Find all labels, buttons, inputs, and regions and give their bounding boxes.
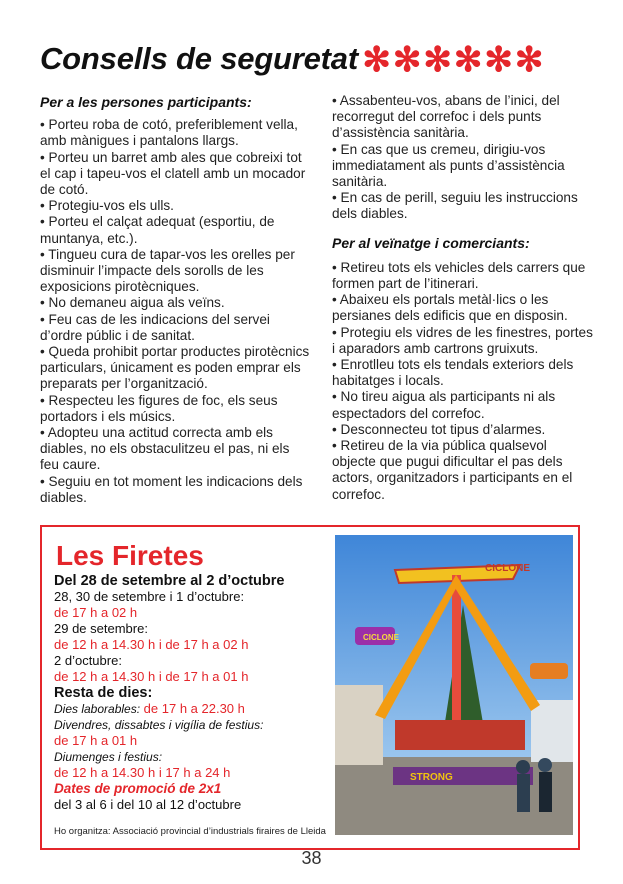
list-item: • Porteu roba de cotó, preferiblement vella, amb mànigues i pantalons llargs. <box>40 117 298 149</box>
star-decoration-icon: ✻✻✻✻✻✻ <box>362 41 546 79</box>
firetes-box <box>40 525 580 850</box>
list-item: • Abaixeu els portals metàl·lics o les persianes dels edificis que en disposin. <box>332 292 568 324</box>
schedule-day: 28, 30 de setembre i 1 d’octubre: <box>54 589 245 604</box>
firetes-title: Les Firetes <box>56 540 204 571</box>
list-item: • Porteu un barret amb ales que cobreixi tot el cap i tapeu-vos el clatell amb un mocador de cotó. <box>40 149 306 198</box>
list-item: • Seguiu en tot moment les indicacions dels diables. <box>40 473 303 505</box>
person <box>517 774 530 812</box>
rest-heading: Resta de dies: <box>54 685 153 701</box>
person <box>516 760 530 774</box>
schedule-hours: de 12 h a 14.30 h i de 17 h a 02 h <box>54 637 249 652</box>
person <box>539 772 552 812</box>
list-item: • Adopteu una actitud correcta amb els diables, no els obstaculitzeu el pas, ni els feu caure. <box>40 425 290 473</box>
weekdays-label: Dies laborables: <box>54 702 141 716</box>
list-item: • Enrotlleu tots els tendals exteriors dels habitatges i locals. <box>332 357 574 389</box>
list-item: • Desconnecteu tot tipus d’alarmes. <box>332 421 546 437</box>
organizer-credit: Ho organitza: Associació provincial d’industrials firaires de Lleida <box>54 826 326 837</box>
fairground-ride-illustration <box>335 535 573 835</box>
firetes-info <box>54 573 344 813</box>
participants-column <box>40 94 310 506</box>
list-item: • En cas de perill, seguiu les instruccions dels diables. <box>332 190 578 222</box>
fairground-photo <box>335 535 573 835</box>
schedule-hours: de 12 h a 14.30 h i de 17 h a 01 h <box>54 669 249 684</box>
ride-base <box>395 720 525 750</box>
list-item: • Queda prohibit portar productes pirotècnics particulars, únicament es poden emprar els preparats per l’organització. <box>40 344 310 392</box>
page-header <box>40 40 600 84</box>
list-item: • Porteu el calçat adequat (esportiu, de muntanya, etc.). <box>40 214 275 246</box>
page-title: Consells de seguretat <box>40 41 358 76</box>
weekdays-hours: de 17 h a 22.30 h <box>143 701 245 716</box>
list-item: • Assabenteu-vos, abans de l’inici, del recorregut del correfoc i dels punts d’assistència sanitària. <box>332 93 560 141</box>
building <box>335 685 383 765</box>
page-number: 38 <box>301 848 322 868</box>
sun-label: Diumenges i festius: <box>54 750 163 764</box>
promo-label: Dates de promoció de 2x1 <box>54 781 222 796</box>
list-item: • No tireu aigua als participants ni als espectadors del correfoc. <box>332 389 556 421</box>
ride-gondola-sign: CICLONE <box>363 633 399 642</box>
list-item: • Respecteu les figures de foc, els seus portadors i els músics. <box>40 392 278 424</box>
list-item: • Retireu tots els vehicles dels carrers que formen part de l’itinerari. <box>332 259 586 292</box>
right-column <box>332 93 594 503</box>
fri-sat-hours: de 17 h a 01 h <box>54 733 138 748</box>
list-item: • Protegiu-vos els ulls. <box>40 198 174 214</box>
list-item: • Retireu de la via pública qualsevol objecte que pugui dificultar el pas dels actors, organitzadors i participants en el correfoc. <box>332 438 573 502</box>
ride-sign: CICLONE <box>485 563 530 574</box>
ride-mast <box>452 575 461 745</box>
schedule-day: 29 de setembre: <box>54 621 148 636</box>
list-item: • No demaneu aigua als veïns. <box>40 295 225 311</box>
promo-dates: del 3 al 6 i del 10 al 12 d’octubre <box>54 797 242 812</box>
neighbours-heading: Per al veïnatge i comerciants: <box>332 234 530 251</box>
ride-sign: STRONG <box>410 772 453 783</box>
fri-sat-label: Divendres, dissabtes i vigília de festius: <box>54 718 264 732</box>
list-item: • Protegiu els vidres de les finestres, portes i aparadors amb cartrons gruixuts. <box>332 324 593 356</box>
list-item: • En cas que us cremeu, dirigiu-vos immediatament als punts d’assistència sanitària. <box>332 141 565 190</box>
building <box>531 700 573 762</box>
list-item: • Feu cas de les indicacions del servei d’ordre públic i de sanitat. <box>40 311 270 343</box>
person <box>538 758 552 772</box>
schedule-day: 2 d’octubre: <box>54 653 122 668</box>
schedule-hours: de 17 h a 02 h <box>54 605 138 620</box>
list-item: • Tingueu cura de tapar-vos les orelles per disminuir l’impacte dels sorolls de les exposicions pirotècniques. <box>40 246 295 295</box>
sun-hours: de 12 h a 14.30 h i 17 h a 24 h <box>54 765 231 780</box>
participants-heading: Per a les persones participants: <box>40 94 252 110</box>
firetes-dates: Del 28 de setembre al 2 d’octubre <box>54 573 285 589</box>
weekdays-line <box>54 701 344 717</box>
ride-gondola <box>530 663 568 679</box>
